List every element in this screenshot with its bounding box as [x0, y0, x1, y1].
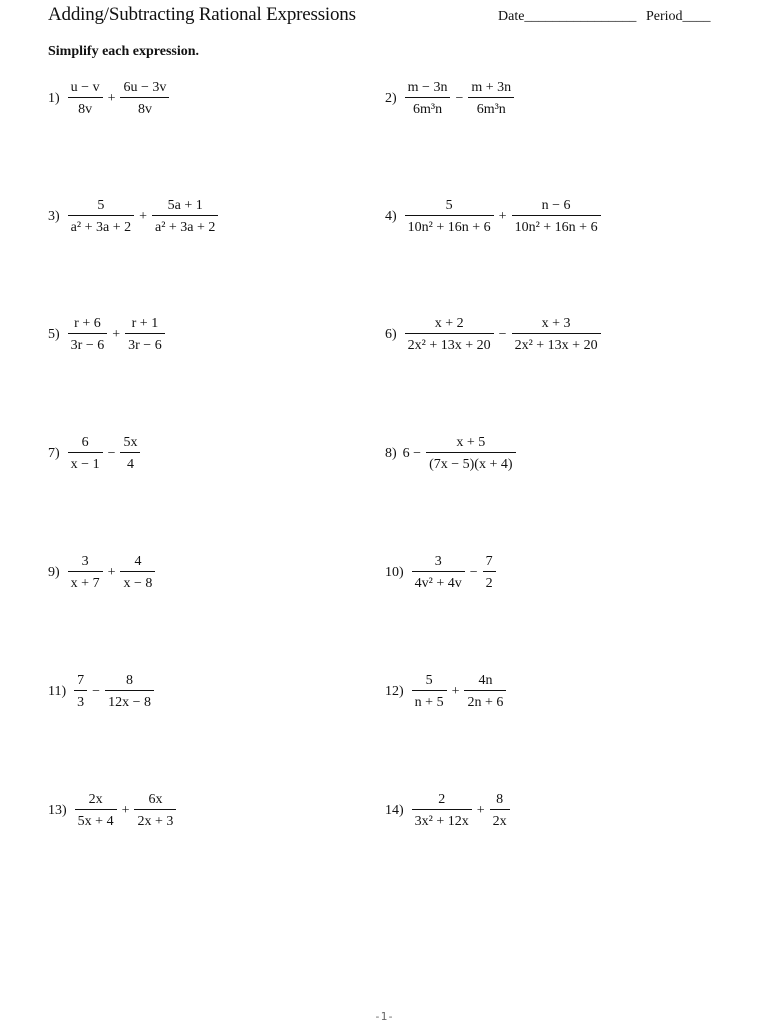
fraction-2: [490, 792, 510, 829]
numerator: 2: [438, 792, 446, 807]
denominator: 2: [483, 571, 496, 591]
denominator: 8v: [120, 97, 169, 117]
problem-number: 4): [385, 208, 397, 224]
denominator: 3: [74, 690, 87, 710]
problem-3: [48, 198, 220, 235]
numerator: 2x: [88, 792, 103, 807]
fraction-2: [134, 792, 176, 829]
numerator: 3: [81, 554, 89, 569]
operator: +: [476, 802, 485, 818]
denominator: 4: [120, 452, 140, 472]
instructions: Simplify each expression.: [48, 44, 200, 59]
denominator: 2x: [490, 809, 510, 829]
problem-number: 14): [385, 802, 404, 818]
numerator: 7: [485, 554, 493, 569]
problem-13: [48, 792, 178, 829]
problem-number: 6): [385, 326, 397, 342]
operator: +: [451, 683, 460, 699]
problem-number: 13): [48, 802, 67, 818]
numerator: 8: [126, 673, 134, 688]
denominator: 8v: [68, 97, 103, 117]
numerator: 7: [77, 673, 85, 688]
fraction-1: [405, 198, 494, 235]
numerator: 5a + 1: [167, 198, 203, 213]
numerator: r + 6: [74, 316, 101, 331]
denominator: (7x − 5)(x + 4): [426, 452, 515, 472]
fraction-1: [75, 792, 117, 829]
fraction-1: [68, 316, 108, 353]
problem-number: 9): [48, 564, 60, 580]
numerator: n − 6: [541, 198, 571, 213]
problem-1: [48, 80, 171, 117]
denominator: 12x − 8: [105, 690, 154, 710]
operator: +: [139, 208, 147, 224]
numerator: x + 3: [541, 316, 571, 331]
denominator: 2x² + 13x + 20: [512, 333, 601, 353]
fraction-2: [152, 198, 218, 235]
operator: +: [498, 208, 507, 224]
fraction-1: [68, 435, 103, 472]
problem-number: 7): [48, 445, 60, 461]
problem-number: 11): [48, 683, 67, 699]
denominator: 3r − 6: [125, 333, 165, 353]
fraction-1: [68, 198, 134, 235]
fraction-2: [512, 198, 601, 235]
denominator: 5x + 4: [75, 809, 117, 829]
numerator: m + 3n: [471, 80, 512, 95]
denominator: 3x² + 12x: [412, 809, 472, 829]
date-label: Date________________: [498, 9, 637, 24]
numerator: r + 1: [131, 316, 159, 331]
denominator: a² + 3a + 2: [68, 215, 134, 235]
fraction-1: [412, 673, 447, 710]
operator: −: [92, 683, 101, 699]
numerator: 5: [425, 673, 433, 688]
denominator: 6m³n: [468, 97, 514, 117]
denominator: x − 1: [68, 452, 103, 472]
denominator: 2n + 6: [464, 690, 506, 710]
numerator: x + 5: [456, 435, 486, 450]
denominator: x + 7: [68, 571, 103, 591]
denominator: 10n² + 16n + 6: [512, 215, 601, 235]
numerator: 6x: [148, 792, 163, 807]
denominator: 3r − 6: [68, 333, 108, 353]
problem-4: [385, 198, 603, 235]
fraction-2: [464, 673, 506, 710]
date-period-fields: [498, 9, 711, 25]
problem-number: 10): [385, 564, 404, 580]
problem-6: [385, 316, 603, 353]
fraction-1: [426, 435, 515, 472]
leading-term: 6 −: [402, 445, 422, 461]
denominator: 2x + 3: [134, 809, 176, 829]
problem-2: [385, 80, 516, 117]
fraction-2: [105, 673, 154, 710]
page-number: -1-: [374, 1010, 394, 1023]
fraction-1: [68, 554, 103, 591]
denominator: x − 8: [120, 571, 155, 591]
fraction-2: [468, 80, 514, 117]
problem-number: 12): [385, 683, 404, 699]
numerator: x + 2: [434, 316, 464, 331]
numerator: 5: [97, 198, 105, 213]
operator: −: [469, 564, 478, 580]
numerator: 4: [134, 554, 142, 569]
numerator: 5x: [123, 435, 138, 450]
denominator: n + 5: [412, 690, 447, 710]
numerator: m − 3n: [407, 80, 448, 95]
problem-number: 2): [385, 90, 397, 106]
fraction-1: [405, 80, 451, 117]
problem-12: [385, 673, 508, 710]
operator: +: [107, 90, 116, 106]
numerator: u − v: [70, 80, 100, 95]
numerator: 4n: [478, 673, 493, 688]
operator: +: [107, 564, 116, 580]
fraction-2: [125, 316, 165, 353]
operator: −: [107, 445, 116, 461]
fraction-1: [412, 554, 465, 591]
fraction-1: [68, 80, 103, 117]
problem-number: 3): [48, 208, 60, 224]
operator: −: [455, 90, 464, 106]
numerator: 5: [445, 198, 453, 213]
problem-7: [48, 435, 142, 472]
problem-8: [385, 435, 518, 472]
fraction-2: [120, 435, 140, 472]
fraction-2: [483, 554, 496, 591]
numerator: 8: [496, 792, 504, 807]
denominator: 4v² + 4v: [412, 571, 465, 591]
problem-9: [48, 554, 157, 591]
worksheet-title: Adding/Subtracting Rational Expressions: [48, 4, 356, 25]
fraction-1: [74, 673, 87, 710]
problem-14: [385, 792, 512, 829]
operator: +: [121, 802, 130, 818]
problem-5: [48, 316, 167, 353]
operator: −: [498, 326, 507, 342]
period-label: Period____: [645, 9, 711, 24]
fraction-2: [512, 316, 601, 353]
denominator: 6m³n: [405, 97, 451, 117]
fraction-2: [120, 554, 155, 591]
denominator: 10n² + 16n + 6: [405, 215, 494, 235]
fraction-1: [412, 792, 472, 829]
fraction-1: [405, 316, 494, 353]
problem-10: [385, 554, 498, 591]
numerator: 3: [434, 554, 442, 569]
operator: +: [112, 326, 121, 342]
numerator: 6: [81, 435, 89, 450]
problem-number: 8): [385, 445, 397, 461]
problem-number: 1): [48, 90, 60, 106]
numerator: 6u − 3v: [123, 80, 167, 95]
problem-number: 5): [48, 326, 60, 342]
denominator: a² + 3a + 2: [152, 215, 218, 235]
denominator: 2x² + 13x + 20: [405, 333, 494, 353]
problem-11: [48, 673, 156, 710]
fraction-2: [120, 80, 169, 117]
